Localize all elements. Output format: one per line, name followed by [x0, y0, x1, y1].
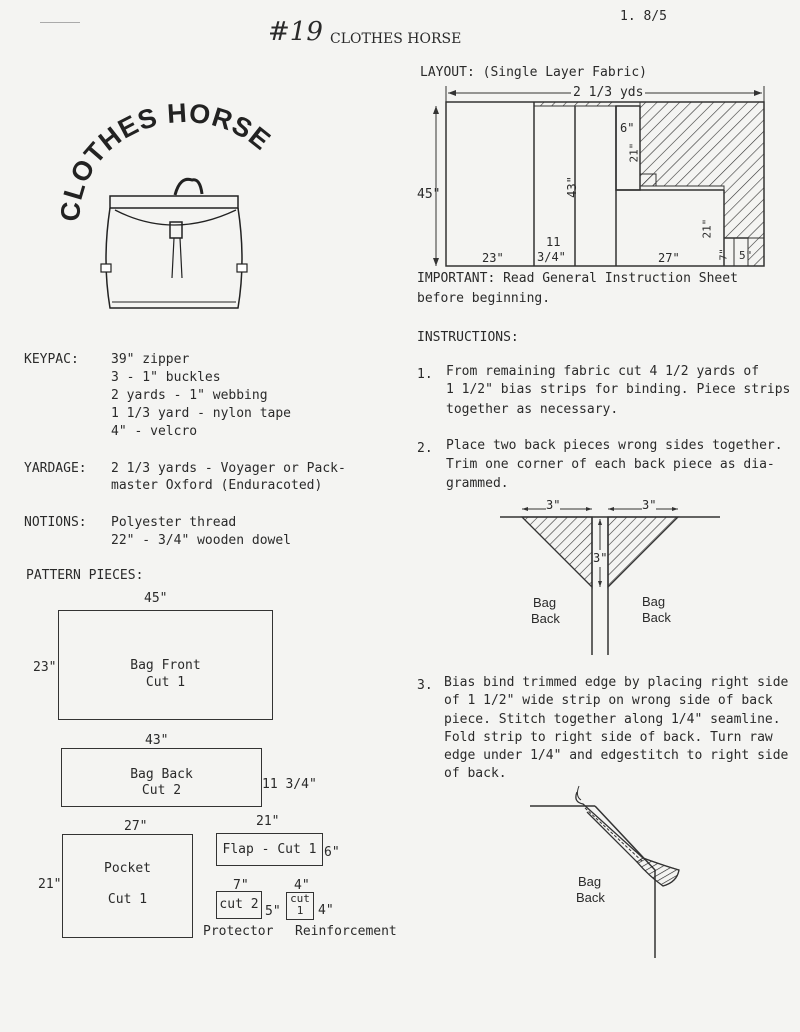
keypac-item: 3 - 1" buckles — [111, 370, 221, 385]
layout-pocket-height: 21" — [700, 218, 714, 239]
binding-bag-label: Bag — [578, 874, 602, 889]
flap-piece — [216, 833, 323, 866]
fabric-layout-diagram — [430, 80, 780, 270]
layout-back-width-bottom: 3/4" — [537, 250, 566, 264]
protector-cut: cut 2 — [219, 897, 259, 912]
step-text: Fold strip to right side of back. Turn raw — [444, 730, 773, 745]
step-number: 3. — [417, 678, 433, 693]
important-note: before beginning. — [417, 291, 551, 306]
front-height: 23" — [33, 660, 57, 675]
back-width: 43" — [145, 733, 169, 748]
step-text: Place two back pieces wrong sides together. — [446, 438, 783, 453]
corner-trim-diagram — [500, 495, 720, 655]
pocket-height: 21" — [38, 877, 62, 892]
protector-piece — [216, 891, 262, 919]
step-text: edge under 1/4" and edgestitch to right side — [444, 748, 789, 763]
step-text: grammed. — [446, 476, 509, 491]
layout-heading: LAYOUT: (Single Layer Fabric) — [420, 65, 647, 80]
step-number: 2. — [417, 441, 433, 456]
bag-back-label: Bag Back — [130, 767, 193, 782]
protector-width: 7" — [233, 878, 249, 893]
notions-label: NOTIONS: — [24, 515, 87, 530]
keypac-item: 39" zipper — [111, 352, 190, 367]
layout-front-width: 23" — [482, 251, 504, 265]
yardage-label: YARDAGE: — [24, 461, 87, 476]
layout-height-label: 45" — [417, 187, 441, 202]
step-text: of back. — [444, 766, 507, 781]
reinforcement-cut: cut — [290, 892, 310, 905]
yardage-line: 2 1/3 yards - Voyager or Pack- — [111, 461, 346, 476]
reinforcement-width: 4" — [294, 878, 310, 893]
bag-back-piece — [61, 748, 262, 807]
pocket-label: Pocket — [104, 861, 151, 876]
step-text: piece. Stitch together along 1/4" seamline. — [444, 712, 781, 727]
bias-binding-diagram — [525, 778, 695, 958]
flap-width: 21" — [256, 814, 280, 829]
step-text: of 1 1/2" wide strip on wrong side of back — [444, 693, 773, 708]
binding-bag-label: Back — [576, 890, 605, 905]
keypac-label: KEYPAC: — [24, 352, 79, 367]
layout-back-length: 43" — [564, 176, 579, 198]
scan-mark — [40, 22, 80, 23]
keypac-item: 2 yards - 1" webbing — [111, 388, 268, 403]
pattern-heading: PATTERN PIECES: — [26, 568, 144, 583]
notions-item: 22" - 3/4" wooden dowel — [111, 533, 292, 548]
layout-reinforcement-label: 5" — [739, 249, 753, 262]
page-number: 1. 8/5 — [620, 9, 667, 24]
pocket-cut: Cut 1 — [107, 892, 148, 907]
front-width: 45" — [144, 591, 168, 606]
step-text: Trim one corner of each back piece as dia- — [446, 457, 775, 472]
keypac-item: 1 1/3 yard - nylon tape — [111, 406, 292, 421]
bag-back-cut: Cut 2 — [141, 783, 182, 798]
page-title: CLOTHES HORSE — [330, 31, 462, 47]
bag-back-right-label: Back — [642, 610, 671, 625]
pattern-number: #19 — [268, 17, 323, 47]
notions-item: Polyester thread — [111, 515, 237, 530]
bag-front-label: Bag Front — [130, 658, 201, 673]
flap-height: 6" — [324, 845, 340, 860]
back-height: 11 3/4" — [262, 777, 317, 792]
step-text: Bias bind trimmed edge by placing right side — [444, 675, 789, 690]
trim-right-dimension: 3" — [642, 498, 657, 512]
step-text: together as necessary. — [446, 402, 619, 417]
trim-vertical-dimension: 3" — [593, 551, 608, 565]
trim-left-dimension: 3" — [546, 498, 561, 512]
yardage-line: master Oxford (Enduracoted) — [111, 478, 323, 493]
step-text: 1 1/2" bias strips for binding. Piece strips — [446, 382, 791, 397]
step-text: From remaining fabric cut 4 1/2 yards of — [446, 364, 760, 379]
clothes-horse-logo — [55, 97, 300, 320]
layout-back-width-top: 11 — [546, 235, 561, 249]
protector-height: 5" — [265, 904, 281, 919]
protector-label: Protector — [203, 924, 274, 939]
reinforcement-label: Reinforcement — [295, 924, 397, 939]
layout-flap-height: 6" — [620, 121, 635, 135]
important-note: IMPORTANT: Read General Instruction Sheet — [417, 271, 738, 286]
bag-back-left-label: Bag — [533, 595, 557, 610]
flap-label: Flap - Cut 1 — [222, 842, 317, 857]
layout-protector-label: 7" — [718, 248, 730, 261]
bag-back-right-label: Bag — [642, 594, 666, 609]
layout-width-label: 2 1/3 yds — [573, 85, 644, 100]
keypac-item: 4" - velcro — [111, 424, 198, 439]
pocket-width: 27" — [124, 819, 148, 834]
pocket-piece — [62, 834, 193, 938]
step-number: 1. — [417, 367, 433, 382]
reinforcement-piece — [286, 892, 314, 920]
instructions-heading: INSTRUCTIONS: — [417, 330, 519, 345]
bag-front-cut: Cut 1 — [145, 675, 186, 690]
layout-flap-width: 21" — [627, 142, 641, 163]
bag-back-left-label: Back — [531, 611, 560, 626]
reinforcement-cut-count: 1 — [296, 904, 304, 917]
layout-pocket-width: 27" — [658, 251, 680, 265]
svg-text:CLOTHES HORSE: CLOTHES HORSE — [55, 97, 277, 223]
bag-front-piece — [58, 610, 273, 720]
reinforcement-height: 4" — [318, 903, 334, 918]
